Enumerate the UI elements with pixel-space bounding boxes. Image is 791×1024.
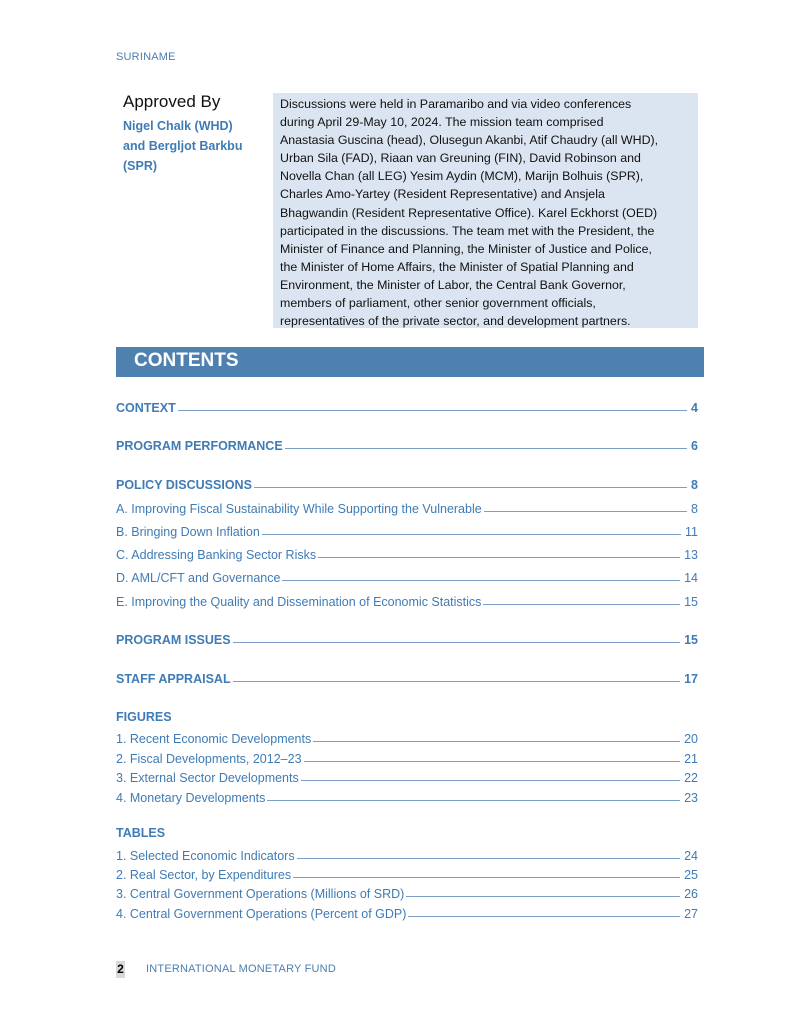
toc-leader bbox=[178, 410, 687, 411]
toc-label: B. Bringing Down Inflation bbox=[116, 525, 260, 539]
toc-page: 13 bbox=[684, 548, 698, 562]
toc-label: POLICY DISCUSSIONS bbox=[116, 478, 252, 492]
discussions-line: Novella Chan (all LEG) Yesim Aydin (MCM), Marijn Bolhuis (SPR), bbox=[280, 169, 644, 184]
toc-policy-item[interactable] bbox=[116, 591, 698, 609]
toc-leader bbox=[483, 604, 680, 605]
toc-leader bbox=[297, 858, 681, 859]
toc-figure-item[interactable] bbox=[116, 787, 698, 805]
toc-label: D. AML/CFT and Governance bbox=[116, 571, 281, 585]
toc-leader bbox=[408, 916, 680, 917]
toc-page: 23 bbox=[684, 791, 698, 805]
discussions-line: during April 29-May 10, 2024. The mission team comprised bbox=[280, 115, 604, 130]
toc-leader bbox=[254, 487, 687, 488]
approved-by-block bbox=[123, 92, 263, 176]
toc-page: 27 bbox=[684, 907, 698, 921]
toc-page: 26 bbox=[684, 887, 698, 901]
toc-figure-item[interactable] bbox=[116, 767, 698, 785]
toc-label: C. Addressing Banking Sector Risks bbox=[116, 548, 317, 562]
discussions-line: Charles Amo-Yartey (Resident Representative) and Ansjela bbox=[280, 187, 605, 202]
toc-label: 3. Central Government Operations (Millions of SRD) bbox=[116, 887, 405, 901]
toc-page: 17 bbox=[684, 672, 698, 686]
contents-banner bbox=[116, 347, 704, 377]
toc-program-issues[interactable] bbox=[116, 629, 698, 647]
toc-leader bbox=[262, 534, 681, 535]
approver-line: (SPR) bbox=[123, 159, 158, 173]
toc-page: 21 bbox=[684, 752, 698, 766]
discussions-line: the Minister of Home Affairs, the Minister of Spatial Planning and bbox=[280, 259, 634, 274]
toc-label: 2. Fiscal Developments, 2012–23 bbox=[116, 752, 302, 766]
discussions-line: Urban Sila (FAD), Riaan van Greuning (FIN), David Robinson and bbox=[280, 151, 641, 166]
toc-page: 15 bbox=[684, 633, 698, 647]
toc-page: 25 bbox=[684, 868, 698, 882]
discussions-line: Minister of Finance and Planning, the Minister of Justice and Police, bbox=[280, 241, 652, 256]
toc-label: 4. Central Government Operations (Percent of GDP) bbox=[116, 907, 407, 921]
toc-label: 1. Recent Economic Developments bbox=[116, 732, 312, 746]
toc-table-item[interactable] bbox=[116, 903, 698, 921]
toc-page: 14 bbox=[684, 571, 698, 585]
toc-context[interactable] bbox=[116, 397, 698, 415]
toc-leader bbox=[406, 896, 680, 897]
discussions-line: members of parliament, other senior government officials, bbox=[280, 296, 596, 311]
discussions-line: Discussions were held in Paramaribo and via video conferences bbox=[280, 97, 632, 111]
toc-page: 24 bbox=[684, 849, 698, 863]
toc-leader bbox=[233, 681, 681, 682]
toc-label: 1. Selected Economic Indicators bbox=[116, 849, 295, 863]
toc-figure-item[interactable] bbox=[116, 748, 698, 766]
running-head: SURINAME bbox=[116, 51, 176, 63]
toc-page: 22 bbox=[684, 771, 698, 785]
toc-leader bbox=[301, 780, 680, 781]
discussions-line: participated in the discussions. The team met with the President, the bbox=[280, 223, 655, 238]
toc-label: E. Improving the Quality and Dissemination of Economic Statistics bbox=[116, 595, 482, 609]
toc-label: 3. External Sector Developments bbox=[116, 771, 299, 785]
discussions-line: Anastasia Guscina (head), Olusegun Akanbi, Atif Chaudry (all WHD), bbox=[280, 133, 659, 148]
approvers bbox=[123, 116, 263, 176]
approver-line: Nigel Chalk (WHD) bbox=[123, 119, 233, 133]
toc-label: A. Improving Fiscal Sustainability While Supporting the Vulnerable bbox=[116, 502, 482, 516]
toc-page: 8 bbox=[691, 478, 698, 492]
toc-leader bbox=[233, 642, 680, 643]
toc-figure-item[interactable] bbox=[116, 728, 698, 746]
footer-page-number: 2 bbox=[117, 962, 124, 976]
toc-label: STAFF APPRAISAL bbox=[116, 672, 231, 686]
toc-policy-item[interactable] bbox=[116, 567, 698, 585]
discussions-box bbox=[273, 93, 698, 328]
toc-table-item[interactable] bbox=[116, 864, 698, 882]
toc-leader bbox=[313, 741, 680, 742]
toc-page: 6 bbox=[691, 439, 698, 453]
toc-leader bbox=[285, 448, 687, 449]
toc-program-performance[interactable] bbox=[116, 435, 698, 453]
toc-label: 2. Real Sector, by Expenditures bbox=[116, 868, 292, 882]
toc-policy-discussions[interactable] bbox=[116, 474, 698, 492]
toc-table-item[interactable] bbox=[116, 845, 698, 863]
toc-label: 4. Monetary Developments bbox=[116, 791, 266, 805]
toc-policy-item[interactable] bbox=[116, 544, 698, 562]
toc-leader bbox=[318, 557, 680, 558]
tables-heading: TABLES bbox=[116, 826, 166, 840]
toc-page: 15 bbox=[684, 595, 698, 609]
toc-policy-item[interactable] bbox=[116, 521, 698, 539]
discussions-line: Environment, the Minister of Labor, the Central Bank Governor, bbox=[280, 277, 626, 292]
contents-title: CONTENTS bbox=[134, 350, 239, 371]
figures-heading: FIGURES bbox=[116, 710, 172, 724]
toc-leader bbox=[304, 761, 681, 762]
toc-page: 8 bbox=[691, 502, 698, 516]
toc-leader bbox=[267, 800, 680, 801]
discussions-line: Bhagwandin (Resident Representative Office). Karel Eckhorst (OED) bbox=[280, 205, 658, 220]
toc-label: PROGRAM PERFORMANCE bbox=[116, 439, 283, 453]
discussions-line: representatives of the private sector, and development partners. bbox=[280, 314, 631, 329]
toc-leader bbox=[484, 511, 687, 512]
toc-label: PROGRAM ISSUES bbox=[116, 633, 231, 647]
approver-line: and Bergljot Barkbu bbox=[123, 139, 243, 153]
toc-page: 11 bbox=[685, 525, 698, 539]
toc-leader bbox=[293, 877, 680, 878]
toc-staff-appraisal[interactable] bbox=[116, 668, 698, 686]
toc-page: 20 bbox=[684, 732, 698, 746]
toc-leader bbox=[282, 580, 680, 581]
approved-by-title: Approved By bbox=[123, 92, 221, 111]
toc-page: 4 bbox=[691, 401, 698, 415]
toc-policy-item[interactable] bbox=[116, 498, 698, 516]
toc-table-item[interactable] bbox=[116, 883, 698, 901]
toc-label: CONTEXT bbox=[116, 401, 176, 415]
footer-org: INTERNATIONAL MONETARY FUND bbox=[146, 963, 336, 975]
